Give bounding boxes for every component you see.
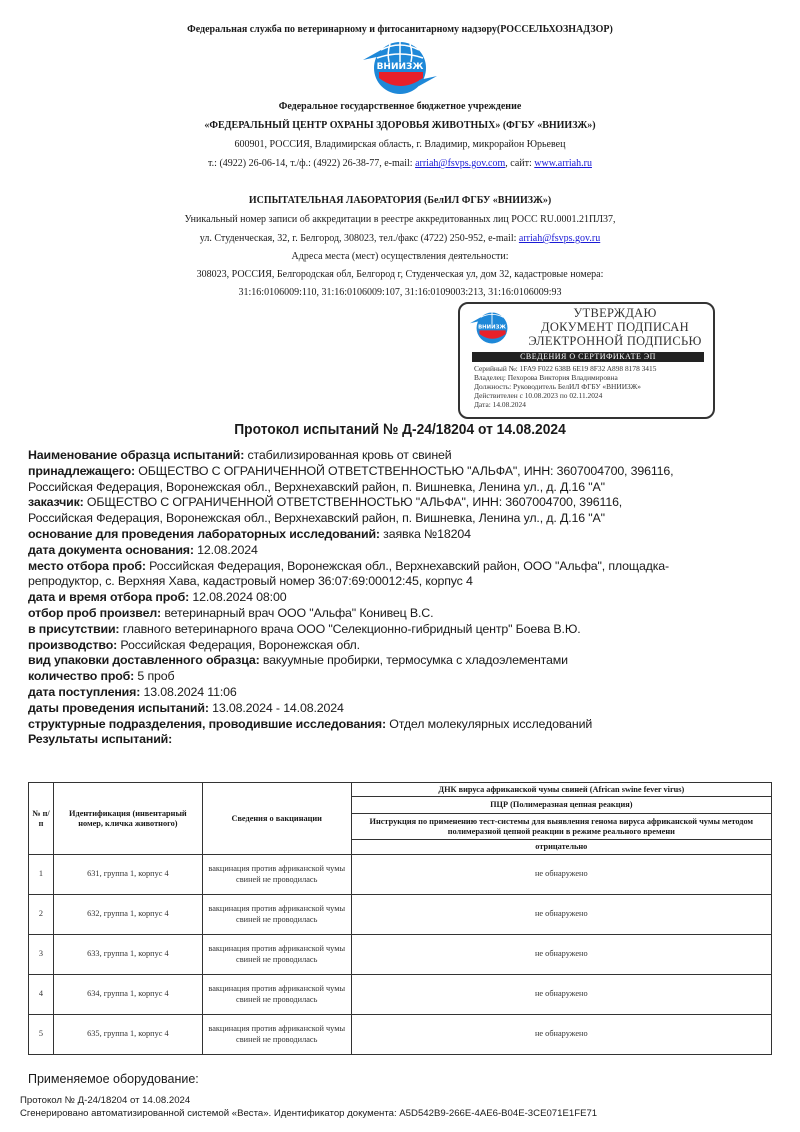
lab-email-link[interactable]: arriah@fsvps.gov.ru	[518, 233, 601, 244]
agency-name: Федеральная служба по ветеринарному и фитосанитарному надзору(РОССЕЛЬХОЗНАДЗОР)	[187, 24, 613, 35]
field-customer: заказчик: ОБЩЕСТВО С ОГРАНИЧЕННОЙ ОТВЕТСТВЕННОСТЬЮ "АЛЬФА", ИНН: 3607004700, 396116,	[28, 495, 623, 510]
lab-address	[0, 233, 800, 244]
results-table	[28, 782, 772, 1055]
row-num: 4	[29, 975, 54, 1015]
contacts-text: т.: (4922) 26-06-14, т./ф.: (4922) 26-38-77, e-mail:	[208, 158, 416, 169]
row-id: 631, группа 1, корпус 4	[53, 855, 202, 895]
field-test-dates: даты проведения испытаний: 13.08.2024 - 14.08.2024	[28, 700, 344, 715]
table-row	[29, 1015, 772, 1055]
table-row	[29, 975, 772, 1015]
field-packaging: вид упаковки доставленного образца: вакуумные пробирки, термосумка с хладоэлементами	[28, 653, 568, 668]
header-num: № п/п	[29, 783, 54, 855]
signature-stamp	[458, 302, 715, 419]
document-footer	[20, 1095, 597, 1120]
footer-generated: Сгенерировано автоматизированной системой «Веста». Идентификатор документа: A5D542B9-266E-4AE6-B04E-3CE071E1FE71	[20, 1107, 598, 1119]
stamp-validity: Действителен с 10.08.2023 по 02.11.2024	[474, 391, 603, 400]
header-vaccination: Сведения о вакцинации	[202, 783, 351, 855]
lab-address-text: ул. Студенческая, 32, г. Белгород, 308023, тел./факс (4722) 250-952, e-mail:	[199, 233, 519, 244]
header-instruction: Инструкция по применению тест-системы для выявления генома вируса африканской чумы методом полимеразной цепной реакции в режиме реального времени	[351, 814, 771, 840]
institution-type: Федеральное государственное бюджетное учреждение	[278, 101, 522, 112]
row-id: 634, группа 1, корпус 4	[53, 975, 202, 1015]
field-production: производство: Российская Федерация, Воронежская обл.	[28, 637, 360, 652]
institution-email-link[interactable]: arriah@fsvps.gov.com	[415, 158, 506, 169]
institution-name: «ФЕДЕРАЛЬНЫЙ ЦЕНТР ОХРАНЫ ЗДОРОВЬЯ ЖИВОТНЫХ» (ФГБУ «ВНИИЗЖ»)	[204, 120, 596, 131]
institution-contacts	[0, 158, 800, 169]
row-id: 632, группа 1, корпус 4	[53, 895, 202, 935]
stamp-date: Дата: 14.08.2024	[474, 400, 526, 409]
field-owner-address: Российская Федерация, Воронежская обл., Верхнехавский район, п. Вишневка, Ленина ул., д. Д.16 "А"	[28, 479, 605, 494]
stamp-approve: УТВЕРЖДАЮ	[573, 306, 657, 320]
field-sampling-place: место отбора проб: Российская Федерация, Воронежская обл., Верхнехавский район, ООО "Альфа", площадка-	[28, 558, 670, 573]
stamp-signed: ДОКУМЕНТ ПОДПИСАН	[541, 320, 689, 334]
field-departments: структурные подразделения, проводившие исследования: Отдел молекулярных исследований	[28, 716, 593, 731]
table-row	[29, 935, 772, 975]
svg-text:ВНИИЗЖ: ВНИИЗЖ	[478, 324, 506, 331]
sample-info	[28, 448, 788, 748]
site-prefix: , сайт:	[505, 158, 535, 169]
field-received: дата поступления: 13.08.2024 11:06	[28, 684, 237, 699]
field-sampling-place-cont: репродуктор, с. Верхняя Хава, кадастровый номер 36:07:69:00012:45, корпус 4	[28, 574, 473, 589]
activity-address: 308023, РОССИЯ, Белгородская обл, Белгород г, Студенческая ул, дом 32, кадастровые номера:	[196, 269, 604, 280]
row-vaccination: вакцинация против африканской чумы свиней не проводилась	[202, 1015, 351, 1055]
row-num: 3	[29, 935, 54, 975]
row-vaccination: вакцинация против африканской чумы свиней не проводилась	[202, 855, 351, 895]
row-id: 635, группа 1, корпус 4	[53, 1015, 202, 1055]
field-sampling-datetime: дата и время отбора проб: 12.08.2024 08:00	[28, 590, 287, 605]
activity-label: Адреса места (мест) осуществления деятельности:	[291, 251, 509, 262]
row-result: не обнаружено	[351, 895, 771, 935]
stamp-position: Должность: Руководитель БелИЛ ФГБУ «ВНИИЗЖ»	[474, 382, 641, 391]
cadastral-numbers: 31:16:0106009:110, 31:16:0106009:107, 31:16:0109003:213, 31:16:0106009:93	[238, 287, 562, 298]
header-target: ДНК вируса африканской чумы свиней (African swine fever virus)	[351, 783, 771, 797]
stamp-logo-icon	[470, 310, 514, 346]
row-vaccination: вакцинация против африканской чумы свиней не проводилась	[202, 975, 351, 1015]
lab-name: ИСПЫТАТЕЛЬНАЯ ЛАБОРАТОРИЯ (БелИЛ ФГБУ «ВНИИЗЖ»)	[248, 195, 552, 206]
row-vaccination: вакцинация против африканской чумы свиней не проводилась	[202, 935, 351, 975]
row-num: 1	[29, 855, 54, 895]
field-owner: принадлежащего: ОБЩЕСТВО С ОГРАНИЧЕННОЙ ОТВЕТСТВЕННОСТЬЮ "АЛЬФА", ИНН: 3607004700, 396116,	[28, 463, 674, 478]
logo-text: ВНИИЗЖ	[376, 62, 424, 72]
row-id: 633, группа 1, корпус 4	[53, 935, 202, 975]
lab-accreditation: Уникальный номер записи об аккредитации в реестре аккредитованных лиц РОСС RU.0001.21ПЛ37,	[184, 214, 616, 225]
row-result: не обнаружено	[351, 975, 771, 1015]
stamp-certificate-bar: СВЕДЕНИЯ О СЕРТИФИКАТЕ ЭП	[472, 352, 704, 362]
row-result: не обнаружено	[351, 1015, 771, 1055]
row-num: 5	[29, 1015, 54, 1055]
field-customer-address: Российская Федерация, Воронежская обл., Верхнехавский район, п. Вишневка, Ленина ул., д. Д.16 "А"	[28, 511, 605, 526]
equipment-label: Применяемое оборудование:	[28, 1072, 199, 1086]
vniizzh-logo-icon	[363, 38, 437, 98]
institution-site-link[interactable]: www.arriah.ru	[534, 158, 592, 169]
row-num: 2	[29, 895, 54, 935]
results-heading: Результаты испытаний:	[28, 732, 173, 747]
institution-address: 600901, РОССИЯ, Владимирская область, г. Владимир, микрорайон Юрьевец	[234, 139, 566, 150]
table-row	[29, 895, 772, 935]
field-sampled-by: отбор проб произвел: ветеринарный врач ООО "Альфа" Конивец В.С.	[28, 605, 434, 620]
stamp-serial: Серийный №: 1FA9 F022 638B 6E19 8F32 A898 8178 3415	[474, 364, 657, 373]
footer-protocol-ref: Протокол № Д-24/18204 от 14.08.2024	[20, 1095, 191, 1106]
field-presence: в присутствии: главного ветеринарного врача ООО "Селекционно-гибридный центр" Боева В.Ю.	[28, 621, 581, 636]
table-header-row	[29, 783, 772, 797]
field-sample-name: Наименование образца испытаний: стабилизированная кровь от свиней	[28, 448, 452, 462]
header-method: ПЦР (Полимеразная цепная реакция)	[351, 797, 771, 814]
field-basis-date: дата документа основания: 12.08.2024	[28, 542, 258, 557]
header-norm: отрицательно	[351, 840, 771, 855]
row-result: не обнаружено	[351, 855, 771, 895]
row-vaccination: вакцинация против африканской чумы свиней не проводилась	[202, 895, 351, 935]
field-basis: основание для проведения лабораторных исследований: заявка №18204	[28, 526, 471, 541]
header-identification: Идентификация (инвентарный номер, кличка животного)	[53, 783, 202, 855]
table-row	[29, 855, 772, 895]
row-result: не обнаружено	[351, 935, 771, 975]
protocol-title: Протокол испытаний № Д-24/18204 от 14.08.2024	[234, 421, 566, 438]
stamp-owner: Владелец: Пехорова Виктория Владимировна	[474, 373, 618, 382]
stamp-electronic: ЭЛЕКТРОННОЙ ПОДПИСЬЮ	[528, 334, 702, 348]
field-sample-count: количество проб: 5 проб	[28, 669, 175, 684]
